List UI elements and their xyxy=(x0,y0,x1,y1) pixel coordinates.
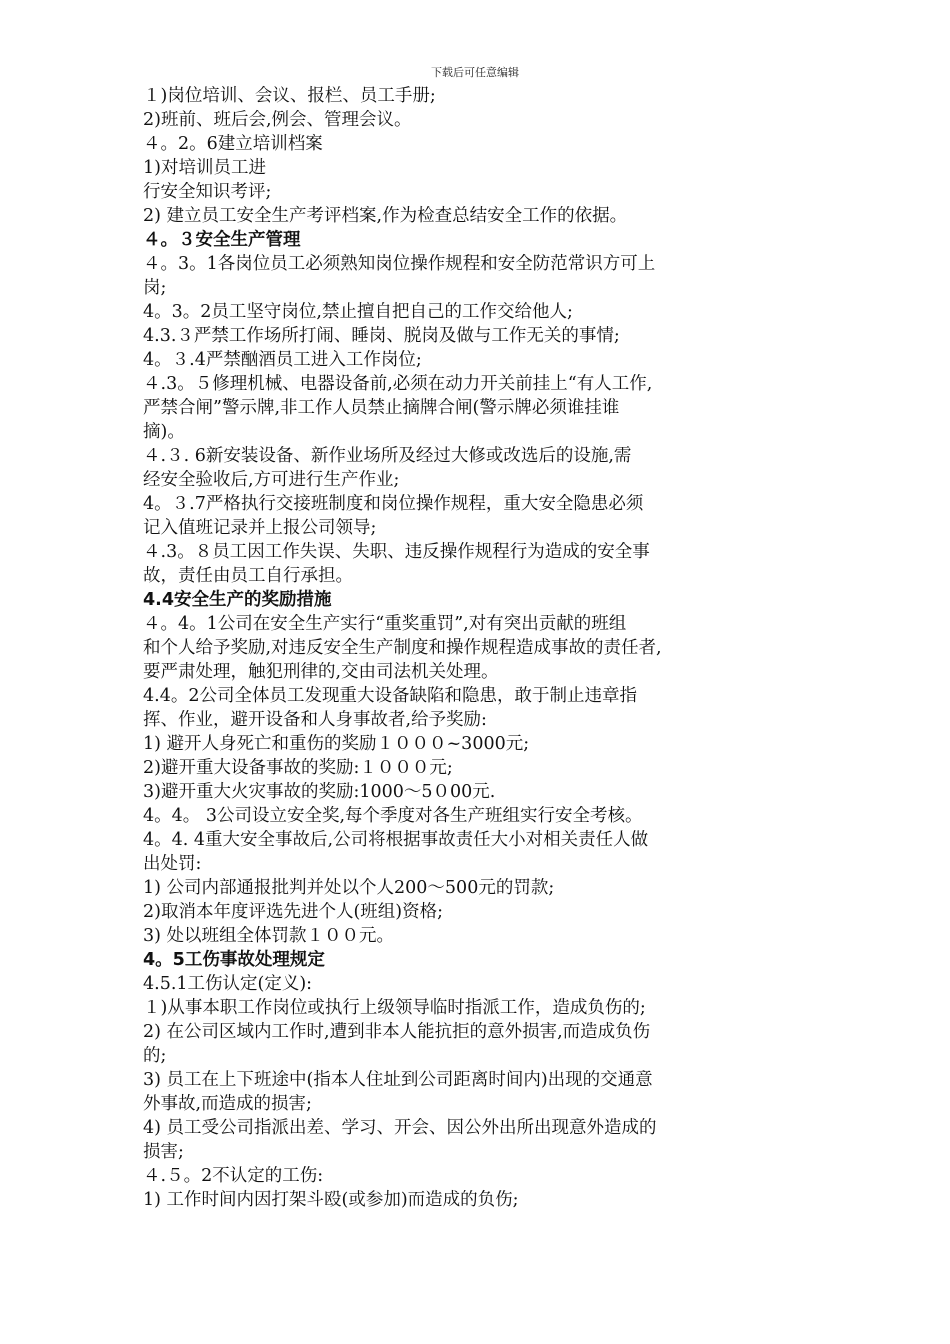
text-line: ４。4。1公司在安全生产实行“重奖重罚”,对有突出贡献的班组 xyxy=(143,614,627,634)
text-line: 行安全知识考评; xyxy=(143,182,272,202)
document-body xyxy=(143,84,823,1212)
text-line: ４.3。８员工因工作失误、失职、违反操作规程行为造成的安全事 xyxy=(143,542,650,562)
text-line: ４.５。2不认定的工伤: xyxy=(143,1166,324,1186)
text-line: 2) 在公司区域内工作时,遭到非本人能抗拒的意外损害,而造成负伤 xyxy=(143,1022,651,1042)
section-heading: ４。３安全生产管理 xyxy=(143,230,301,250)
text-line: 3) 处以班组全体罚款１００元。 xyxy=(143,926,395,946)
text-line: ４。2。6建立培训档案 xyxy=(143,134,323,154)
text-line: ４.３. 6新安装设备、新作业场所及经过大修或改选后的设施,需 xyxy=(143,446,632,466)
text-line: 2)班前、班后会,例会、管理会议。 xyxy=(143,110,412,130)
text-line: ４。3。1各岗位员工必须熟知岗位操作规程和安全防范常识方可上 xyxy=(143,254,656,274)
text-line: 4。4。 3公司设立安全奖,每个季度对各生产班组实行安全考核。 xyxy=(143,806,643,826)
text-line: 1) 公司内部通报批判并处以个人200～500元的罚款; xyxy=(143,878,555,898)
text-line: 4.3.３严禁工作场所打闹、睡岗、脱岗及做与工作无关的事情; xyxy=(143,326,620,346)
section-heading: 4。5工伤事故处理规定 xyxy=(143,950,325,970)
text-line: 1) 避开人身死亡和重伤的奖励１０００~3000元; xyxy=(143,734,530,754)
text-line: 2) 建立员工安全生产考评档案,作为检查总结安全工作的依据。 xyxy=(143,206,628,226)
text-line: 4.4。2公司全体员工发现重大设备缺陷和隐患，敢于制止违章指 xyxy=(143,686,637,706)
page-header: 下载后可任意编辑 xyxy=(431,66,519,79)
text-line: 4。4. 4重大安全事故后,公司将根据事故责任大小对相关责任人做 xyxy=(143,830,649,850)
text-line: 1)对培训员工进 xyxy=(143,158,266,178)
text-line: 2)避开重大设备事故的奖励:１０００元; xyxy=(143,758,453,778)
section-heading: 4.4安全生产的奖励措施 xyxy=(143,590,332,610)
text-line: 记入值班记录并上报公司领导; xyxy=(143,518,377,538)
text-line: 故，责任由员工自行承担。 xyxy=(143,566,353,586)
text-line: 摘)。 xyxy=(143,422,185,442)
text-line: 2)取消本年度评选先进个人(班组)资格; xyxy=(143,902,444,922)
text-line: 4.5.1工伤认定(定义): xyxy=(143,974,313,994)
text-line: １)岗位培训、会议、报栏、员工手册; xyxy=(143,86,436,106)
text-line: 损害; xyxy=(143,1142,184,1162)
text-line: 4) 员工受公司指派出差、学习、开会、因公外出所出现意外造成的 xyxy=(143,1118,657,1138)
text-line: 4。3。2员工坚守岗位,禁止擅自把自己的工作交给他人; xyxy=(143,302,573,322)
text-line: 挥、作业，避开设备和人身事故者,给予奖励: xyxy=(143,710,487,730)
text-line: ４.3。５修理机械、电器设备前,必须在动力开关前挂上“有人工作, xyxy=(143,374,653,394)
text-line: 要严肃处理，触犯刑律的,交由司法机关处理。 xyxy=(143,662,499,682)
text-line: 经安全验收后,方可进行生产作业; xyxy=(143,470,400,490)
text-line: 和个人给予奖励,对违反安全生产制度和操作规程造成事故的责任者, xyxy=(143,638,662,658)
text-line: 4。３.4严禁酗酒员工进入工作岗位; xyxy=(143,350,422,370)
text-line: 外事故,而造成的损害; xyxy=(143,1094,312,1114)
text-line: 4。３.7严格执行交接班制度和岗位操作规程，重大安全隐患必须 xyxy=(143,494,644,514)
text-line: 严禁合闸”警示牌,非工作人员禁止摘牌合闸(警示牌必须谁挂谁 xyxy=(143,398,620,418)
text-line: 1) 工作时间内因打架斗殴(或参加)而造成的负伤; xyxy=(143,1190,519,1210)
text-line: １)从事本职工作岗位或执行上级领导临时指派工作，造成负伤的; xyxy=(143,998,646,1018)
text-line: 岗; xyxy=(143,278,167,298)
text-line: 的; xyxy=(143,1046,167,1066)
text-line: 3) 员工在上下班途中(指本人住址到公司距离时间内)出现的交通意 xyxy=(143,1070,653,1090)
text-line: 3)避开重大火灾事故的奖励:1000～5０00元. xyxy=(143,782,496,802)
text-line: 出处罚: xyxy=(143,854,202,874)
